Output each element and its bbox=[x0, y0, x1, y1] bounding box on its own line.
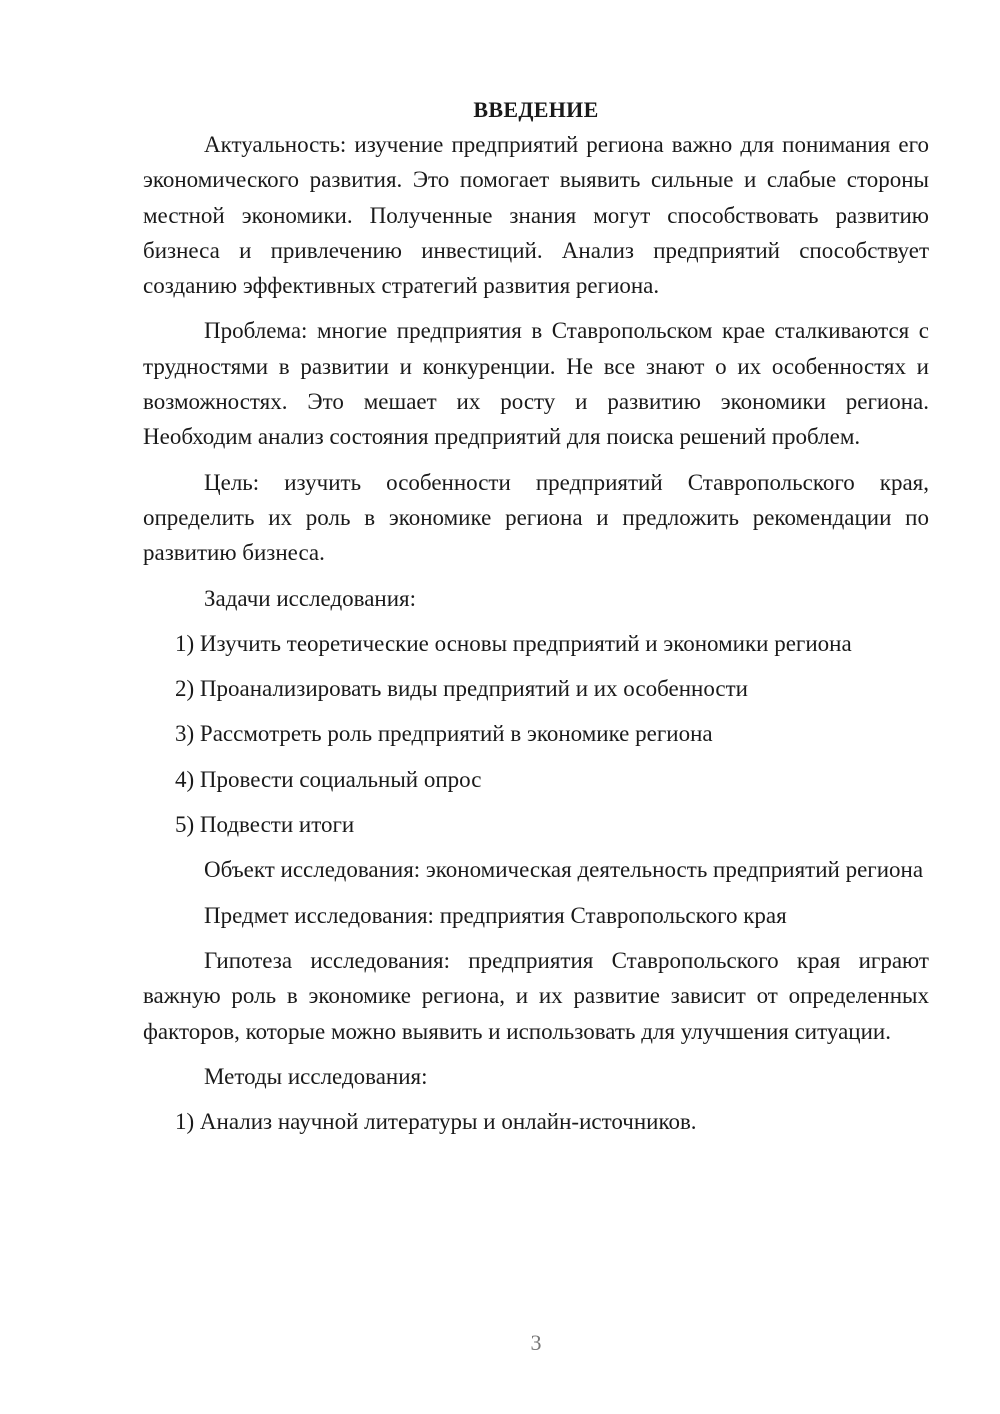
page-number: 3 bbox=[530, 1330, 542, 1355]
tasks-list bbox=[143, 626, 929, 842]
list-item: 5) Подвести итоги bbox=[175, 812, 355, 838]
tasks-title: Задачи исследования: bbox=[204, 585, 417, 611]
methods-title: Методы исследования: bbox=[204, 1063, 428, 1089]
methods-list bbox=[143, 1104, 929, 1139]
hypothesis-paragraph: Гипотеза исследования: предприятия Ставропольского края играют важную роль в экономике региона, и их развитие зависит от определенных факторов, которые можно выявить и использовать для улучшения ситуации. bbox=[143, 947, 929, 1044]
problem-paragraph: Проблема: многие предприятия в Ставропольском крае сталкиваются с трудностями в развитии и конкуренции. Не все знают о их особенностях и возможностях. Это мешает их росту и развитию экономики региона. Необходим анализ состояния предприятий для поиска решений проблем. bbox=[143, 318, 929, 450]
list-item: 4) Провести социальный опрос bbox=[175, 766, 482, 792]
subject-paragraph: Предмет исследования: предприятия Ставропольского края bbox=[204, 902, 787, 928]
object-paragraph: Объект исследования: экономическая деятельность предприятий региона bbox=[204, 857, 924, 883]
goal-paragraph: Цель: изучить особенности предприятий Ставропольского края, определить их роль в экономике региона и предложить рекомендации по развитию бизнеса. bbox=[143, 469, 929, 566]
relevance-paragraph: Актуальность: изучение предприятий региона важно для понимания его экономического развития. Это помогает выявить сильные и слабые стороны местной экономики. Полученные знания могут способствовать развитию бизнеса и привлечению инвестиций. Анализ предприятий способствует созданию эффективных стратегий развития региона. bbox=[143, 132, 929, 299]
list-item: 3) Рассмотреть роль предприятий в экономике региона bbox=[175, 721, 713, 747]
document-page bbox=[143, 92, 929, 1149]
section-heading: ВВЕДЕНИЕ bbox=[473, 97, 599, 122]
list-item: 1) Анализ научной литературы и онлайн-источников. bbox=[175, 1109, 697, 1135]
list-item: 1) Изучить теоретические основы предприятий и экономики региона bbox=[175, 630, 852, 656]
list-item: 2) Проанализировать виды предприятий и их особенности bbox=[175, 676, 748, 702]
